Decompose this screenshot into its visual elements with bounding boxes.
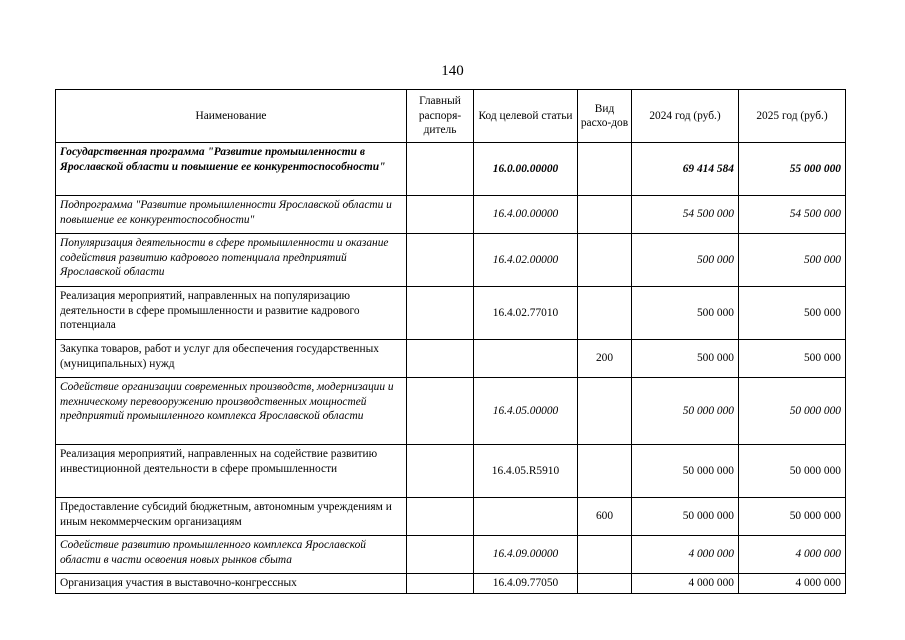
row-code: 16.4.09.00000 <box>474 536 578 574</box>
row-main-admin <box>407 287 474 340</box>
row-code: 16.4.05.R5910 <box>474 445 578 498</box>
table-row <box>56 143 846 196</box>
row-amount-2025: 500 000 <box>739 234 846 287</box>
row-kind <box>578 378 632 445</box>
row-name: Содействие развитию промышленного комплекса Ярославской области в части освоения новых рынков сбыта <box>56 536 407 574</box>
row-code <box>474 340 578 378</box>
row-kind <box>578 143 632 196</box>
row-main-admin <box>407 143 474 196</box>
row-main-admin <box>407 445 474 498</box>
row-code <box>474 498 578 536</box>
budget-table <box>55 89 846 594</box>
row-kind <box>578 234 632 287</box>
row-name: Государственная программа "Развитие промышленности в Ярославской области и повышение ее конкурентоспособности" <box>56 143 407 196</box>
row-amount-2024: 54 500 000 <box>632 196 739 234</box>
row-main-admin <box>407 498 474 536</box>
row-amount-2025: 4 000 000 <box>739 536 846 574</box>
page-number: 140 <box>441 63 464 79</box>
header-name: Наименование <box>56 90 407 143</box>
table-row <box>56 196 846 234</box>
row-name: Популяризация деятельности в сфере промышленности и оказание содействия развитию кадрового потенциала предприятий Ярославской области <box>56 234 407 287</box>
row-amount-2024: 4 000 000 <box>632 536 739 574</box>
row-amount-2025: 500 000 <box>739 287 846 340</box>
row-name: Предоставление субсидий бюджетным, автономным учреждениям и иным некоммерческим организациям <box>56 498 407 536</box>
table-row <box>56 287 846 340</box>
row-amount-2025: 50 000 000 <box>739 498 846 536</box>
row-amount-2025: 54 500 000 <box>739 196 846 234</box>
table-row <box>56 234 846 287</box>
row-amount-2025: 500 000 <box>739 340 846 378</box>
row-main-admin <box>407 234 474 287</box>
row-name: Закупка товаров, работ и услуг для обеспечения государственных (муниципальных) нужд <box>56 340 407 378</box>
row-amount-2024: 500 000 <box>632 234 739 287</box>
row-amount-2024: 50 000 000 <box>632 498 739 536</box>
row-code: 16.0.00.00000 <box>474 143 578 196</box>
row-amount-2025: 55 000 000 <box>739 143 846 196</box>
row-amount-2024: 50 000 000 <box>632 445 739 498</box>
row-amount-2025: 50 000 000 <box>739 378 846 445</box>
row-main-admin <box>407 574 474 594</box>
row-name: Реализация мероприятий, направленных на содействие развитию инвестиционной деятельности в сфере промышленности <box>56 445 407 498</box>
row-amount-2025: 50 000 000 <box>739 445 846 498</box>
row-kind <box>578 536 632 574</box>
row-amount-2024: 500 000 <box>632 287 739 340</box>
row-main-admin <box>407 378 474 445</box>
row-amount-2024: 50 000 000 <box>632 378 739 445</box>
table-header-row <box>56 90 846 143</box>
row-code: 16.4.00.00000 <box>474 196 578 234</box>
table-row <box>56 378 846 445</box>
row-kind <box>578 287 632 340</box>
row-code: 16.4.05.00000 <box>474 378 578 445</box>
row-amount-2024: 69 414 584 <box>632 143 739 196</box>
row-main-admin <box>407 536 474 574</box>
row-kind: 200 <box>578 340 632 378</box>
row-name: Подпрограмма "Развитие промышленности Ярославской области и повышение ее конкурентоспособности" <box>56 196 407 234</box>
header-main-admin: Главный распоря-дитель <box>407 90 474 143</box>
table-row <box>56 574 846 594</box>
table-row <box>56 340 846 378</box>
row-kind <box>578 196 632 234</box>
row-amount-2024: 500 000 <box>632 340 739 378</box>
header-year-2025: 2025 год (руб.) <box>739 90 846 143</box>
table-row <box>56 536 846 574</box>
row-amount-2025: 4 000 000 <box>739 574 846 594</box>
row-main-admin <box>407 340 474 378</box>
row-name: Организация участия в выставочно-конгрессных <box>56 574 407 594</box>
row-kind: 600 <box>578 498 632 536</box>
header-target-code: Код целевой статьи <box>474 90 578 143</box>
header-expense-type: Вид расхо-дов <box>578 90 632 143</box>
table-row <box>56 498 846 536</box>
row-amount-2024: 4 000 000 <box>632 574 739 594</box>
row-code: 16.4.02.77010 <box>474 287 578 340</box>
row-code: 16.4.02.00000 <box>474 234 578 287</box>
header-year-2024: 2024 год (руб.) <box>632 90 739 143</box>
row-kind <box>578 574 632 594</box>
row-code: 16.4.09.77050 <box>474 574 578 594</box>
table-row <box>56 445 846 498</box>
row-kind <box>578 445 632 498</box>
row-name: Содействие организации современных производств, модернизации и техническому перевооружению производственных мощностей предприятий промышленного комплекса Ярославской области <box>56 378 407 445</box>
row-main-admin <box>407 196 474 234</box>
row-name: Реализация мероприятий, направленных на популяризацию деятельности в сфере промышленности и развитие кадрового потенциала <box>56 287 407 340</box>
